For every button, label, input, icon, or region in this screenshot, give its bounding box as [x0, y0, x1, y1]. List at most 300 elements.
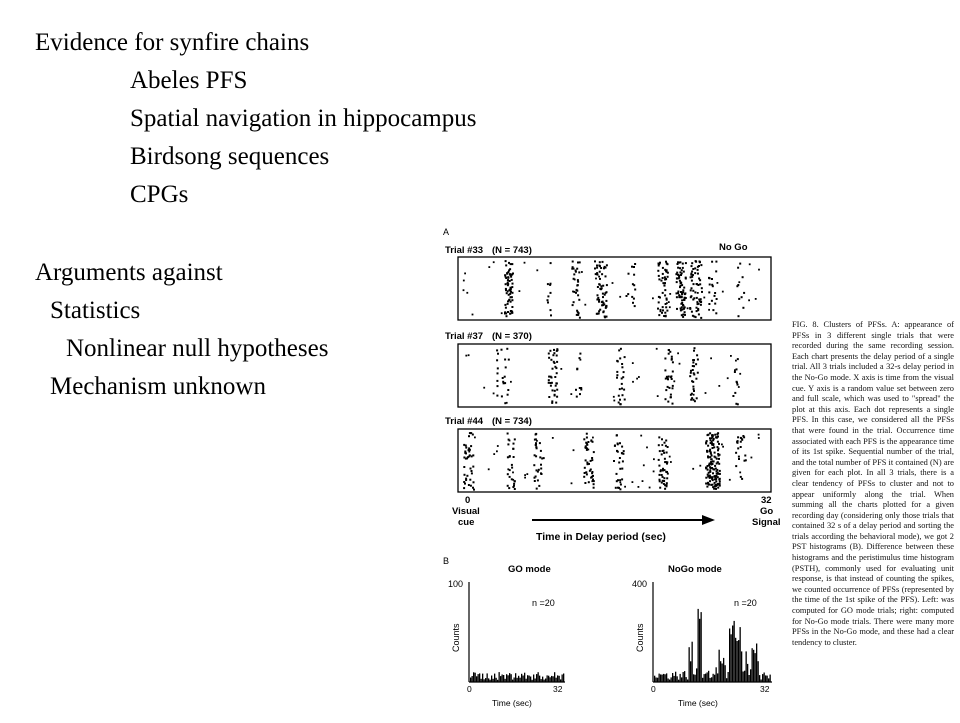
raster-dot	[570, 393, 572, 395]
raster-dot	[501, 312, 503, 314]
raster-dot	[693, 372, 695, 374]
raster-dot	[626, 295, 628, 297]
raster-dot	[665, 306, 667, 308]
hist-1-ymax: 100	[448, 579, 464, 589]
raster-dot	[668, 349, 670, 351]
raster-dot	[555, 402, 557, 404]
raster-dot	[699, 465, 701, 467]
raster-dot	[741, 478, 743, 480]
raster-dot	[662, 450, 664, 452]
raster-dot	[512, 283, 514, 285]
raster-dot	[711, 284, 713, 286]
raster-dot	[509, 440, 511, 442]
raster-dot	[547, 299, 549, 301]
raster-dot	[547, 283, 549, 285]
raster-dot	[619, 296, 621, 298]
hist-bar	[482, 674, 483, 682]
raster-dot	[553, 349, 555, 351]
caption-body: Clusters of PFSs. A: appearance of PFSs in 3 different single trials that were recorded during the same recording session. Each chart presents the delay period of a single trial. All 3 trials included a 32-s delay period in the No-Go mode. X axis is time from the visual cue. Y axis is a random value set between zero and full scale, which was used to "spread" the plot at this axis. Each dot represents a single PFS. In this case, we considered all the PFSs that were found in the trial. Occurrence time associated with each PFS is the appearance time of its 1st spike. Sequential number of the trial, and the total number of PFS it contained (N) are given for each plot. In all 3 trials, there is a clear tendency of PFSs to cluster and not to appear uniformly along the trial. When summing all the charts plotted for a given recording day (considering only those trials that contained 32 s of a delay period and sorting the trials according the behavioral mode), we got 2 PST histograms (B). Difference between these histograms and the peristimulus time histogram (PSTH), commonly used for evaluating unit response, is that instead of counting the spikes, we counted occurrence of PFSs (represented by the time of the 1st spike of the PFS). Left: was computed for GO mode trials; right: computed for No-Go mode trials. There were many more PFSs in the No-Go mode, and these had a clear tendency to cluster.	[792, 320, 954, 647]
raster-dot	[666, 298, 668, 300]
hist-bar	[705, 674, 706, 682]
raster-dot	[665, 261, 667, 263]
raster-dot	[606, 264, 608, 266]
hist-bar	[770, 675, 771, 682]
raster-dot	[695, 378, 697, 380]
raster-dot	[662, 476, 664, 478]
hist-bar	[729, 629, 730, 683]
raster-dot	[692, 386, 694, 388]
raster-dot	[471, 472, 473, 474]
raster-dot	[652, 297, 654, 299]
raster-dot	[613, 400, 615, 402]
raster-dot	[507, 433, 509, 435]
raster-dot	[616, 473, 618, 475]
hist-1-ylabel: Counts	[451, 623, 461, 652]
raster-dot	[548, 357, 550, 359]
raster-dot	[511, 279, 513, 281]
raster-dot	[658, 275, 660, 277]
hist-bar	[764, 673, 765, 683]
raster-dot	[512, 479, 514, 481]
hist-bar	[701, 612, 702, 682]
raster-dot	[511, 467, 513, 469]
raster-dot	[662, 309, 664, 311]
hist-bar	[734, 621, 735, 682]
raster-dot	[540, 450, 542, 452]
raster-dot	[693, 350, 695, 352]
raster-dot	[533, 464, 535, 466]
raster-dot	[638, 376, 640, 378]
raster-dot	[512, 472, 514, 474]
raster-dot	[591, 472, 593, 474]
evidence-item-abeles: Abeles PFS	[130, 67, 248, 94]
raster-dot	[501, 395, 503, 397]
raster-dot	[619, 442, 621, 444]
hist-1-bars	[470, 672, 564, 682]
hist-bar	[545, 679, 546, 683]
hist-bar	[654, 676, 655, 682]
raster-dot	[549, 350, 551, 352]
raster-dot	[658, 314, 660, 316]
raster-dot	[585, 459, 587, 461]
raster-dot	[742, 307, 744, 309]
raster-dot	[681, 299, 683, 301]
raster-dot	[676, 292, 678, 294]
raster-dot	[536, 440, 538, 442]
raster-dot	[659, 487, 661, 489]
raster-dot	[660, 469, 662, 471]
raster-dot	[664, 458, 666, 460]
raster-dot	[554, 362, 556, 364]
raster-dot	[552, 368, 554, 370]
hist-bar	[717, 673, 718, 682]
raster-dot	[547, 295, 549, 297]
raster-dot	[684, 314, 686, 316]
raster-dot	[506, 292, 508, 294]
hist-2-xlabel: Time (sec)	[678, 698, 718, 708]
raster-dot	[705, 477, 707, 479]
raster-dot	[739, 472, 741, 474]
raster-2-dots	[465, 347, 741, 405]
raster-dot	[739, 263, 741, 265]
raster-dot	[672, 385, 674, 387]
hist-bar	[765, 675, 766, 682]
hist-2-ylabel: Counts	[635, 623, 645, 652]
raster-dot	[509, 280, 511, 282]
raster-dot	[717, 282, 719, 284]
raster-dot	[719, 480, 721, 482]
raster-dot	[679, 363, 681, 365]
raster-dot	[469, 479, 471, 481]
raster-dot	[628, 273, 630, 275]
raster-dot	[718, 478, 720, 480]
raster-dot	[511, 296, 513, 298]
raster-dot	[694, 347, 696, 349]
raster-dot	[661, 482, 663, 484]
raster-dot	[660, 310, 662, 312]
raster-dot	[682, 263, 684, 265]
raster-dot	[738, 458, 740, 460]
raster-dot	[676, 277, 678, 279]
raster-dot	[689, 375, 691, 377]
hist-bar	[699, 619, 700, 682]
raster-dot	[708, 472, 710, 474]
raster-dot	[633, 284, 635, 286]
panel-b-label: B	[443, 556, 450, 566]
raster-dot	[466, 292, 468, 294]
hist-bar	[476, 676, 477, 682]
raster-dot	[581, 271, 583, 273]
raster-dot	[573, 273, 575, 275]
hist-1-x1: 32	[553, 684, 563, 694]
raster-dot	[602, 301, 604, 303]
raster-dot	[663, 452, 665, 454]
hist-bar	[505, 679, 506, 682]
raster-dot	[684, 311, 686, 313]
hist-bar	[527, 675, 528, 682]
raster-dot	[599, 261, 601, 263]
raster-dot	[662, 282, 664, 284]
raster-dot	[618, 395, 620, 397]
against-item-statistics: Statistics	[50, 297, 141, 324]
hist-bar	[684, 671, 685, 682]
raster-dot	[667, 473, 669, 475]
raster-dot	[579, 393, 581, 395]
raster-dot	[710, 484, 712, 486]
raster-dot	[468, 451, 470, 453]
raster-dot	[709, 456, 711, 458]
hist-bar	[494, 674, 495, 682]
raster-dot	[508, 294, 510, 296]
hist-bar	[524, 673, 525, 682]
raster-dot	[718, 385, 720, 387]
raster-dot	[664, 442, 666, 444]
hist-bar	[677, 676, 678, 682]
raster-dot	[707, 434, 709, 436]
raster-dot	[621, 446, 623, 448]
raster-dot	[524, 474, 526, 476]
raster-dot	[470, 468, 472, 470]
hist-bar	[731, 634, 732, 682]
raster-dot	[507, 389, 509, 391]
hist-bar	[738, 640, 739, 682]
hist-1-x0: 0	[467, 684, 472, 694]
raster-dot	[593, 451, 595, 453]
raster-dot	[615, 487, 617, 489]
raster-dot	[590, 477, 592, 479]
raster-dot	[692, 468, 694, 470]
raster-dot	[676, 272, 678, 274]
raster-dot	[716, 436, 718, 438]
raster-dot	[700, 301, 702, 303]
raster-dot	[737, 447, 739, 449]
raster-dot	[661, 453, 663, 455]
raster-dot	[572, 261, 574, 263]
raster-dot	[683, 271, 685, 273]
raster-dot	[717, 473, 719, 475]
raster-dot	[465, 458, 467, 460]
raster-dot	[554, 376, 556, 378]
raster-dot	[679, 296, 681, 298]
raster-dot	[665, 440, 667, 442]
raster-dot	[633, 298, 635, 300]
raster-dot	[613, 460, 615, 462]
raster-dot	[694, 291, 696, 293]
raster-dot	[669, 456, 671, 458]
hist-bar	[713, 674, 714, 682]
raster-dot	[507, 394, 509, 396]
raster-dot	[577, 281, 579, 283]
raster-dot	[668, 376, 670, 378]
hist-bar	[722, 664, 723, 683]
raster-dot	[745, 459, 747, 461]
raster-dot	[535, 444, 537, 446]
hist-bar	[702, 678, 703, 682]
raster-dot	[579, 261, 581, 263]
raster-dot	[671, 358, 673, 360]
raster-dot	[588, 463, 590, 465]
raster-dot	[722, 446, 724, 448]
hist-bar	[753, 650, 754, 682]
raster-dot	[605, 275, 607, 277]
raster-dot	[680, 307, 682, 309]
raster-dot	[691, 271, 693, 273]
raster-dot	[493, 261, 495, 263]
raster-dot	[551, 382, 553, 384]
hist-bar	[559, 676, 560, 682]
raster-dot	[692, 381, 694, 383]
raster-dot	[667, 446, 669, 448]
raster-dot	[538, 485, 540, 487]
raster-dot	[493, 393, 495, 395]
raster-dot	[740, 476, 742, 478]
raster-dot	[721, 444, 723, 446]
hist-bar	[759, 675, 760, 682]
against-item-mechanism: Mechanism unknown	[50, 373, 266, 400]
raster-dot	[496, 349, 498, 351]
raster-dot	[667, 401, 669, 403]
raster-dot	[671, 378, 673, 380]
raster-dot	[715, 485, 717, 487]
raster-dot	[710, 439, 712, 441]
raster-dot	[524, 477, 526, 479]
raster-dot	[685, 278, 687, 280]
raster-dot	[505, 264, 507, 266]
raster-dot	[684, 293, 686, 295]
raster-dot	[468, 456, 470, 458]
raster-dot	[697, 266, 699, 268]
raster-dot	[738, 456, 740, 458]
raster-dot	[488, 266, 490, 268]
raster-dot	[691, 397, 693, 399]
raster-dot	[536, 447, 538, 449]
raster-dot	[600, 285, 602, 287]
raster-dot	[715, 270, 717, 272]
raster-dot	[624, 356, 626, 358]
raster-dot	[506, 273, 508, 275]
raster-dot	[707, 456, 709, 458]
hist-bar	[683, 672, 684, 682]
raster-dot	[740, 446, 742, 448]
raster-dot	[691, 265, 693, 267]
raster-dot	[738, 386, 740, 388]
raster-dot	[692, 315, 694, 317]
raster-dot	[470, 432, 472, 434]
raster-dot	[662, 470, 664, 472]
raster-dot	[634, 263, 636, 265]
raster-dot	[727, 377, 729, 379]
raster-dot	[719, 470, 721, 472]
raster-dot	[536, 469, 538, 471]
raster-dot	[541, 458, 543, 460]
hist-bar	[500, 676, 501, 682]
hist-bar	[487, 673, 488, 682]
raster-dot	[691, 276, 693, 278]
hist-bar	[554, 672, 555, 682]
raster-1-mode: No Go	[719, 242, 748, 253]
hist-bar	[746, 651, 747, 682]
raster-dot	[738, 315, 740, 317]
hist-bar	[680, 674, 681, 682]
hist-bar	[503, 675, 504, 682]
raster-dot	[468, 484, 470, 486]
raster-dot	[599, 288, 601, 290]
visual-cue-line2: cue	[458, 517, 475, 528]
raster-dot	[755, 298, 757, 300]
raster-dot	[593, 483, 595, 485]
raster-dot	[697, 273, 699, 275]
hist-bar	[550, 677, 551, 682]
raster-dot	[709, 277, 711, 279]
raster-dot	[576, 314, 578, 316]
raster-dot	[699, 283, 701, 285]
raster-dot	[573, 268, 575, 270]
raster-dot	[718, 483, 720, 485]
raster-dot	[693, 388, 695, 390]
raster-dot	[619, 399, 621, 401]
raster-dot	[473, 481, 475, 483]
raster-dot	[710, 451, 712, 453]
raster-dot	[603, 267, 605, 269]
raster-dot	[693, 283, 695, 285]
raster-dot	[597, 294, 599, 296]
raster-dot	[509, 288, 511, 290]
raster-dot	[653, 471, 655, 473]
hist-bar	[532, 680, 533, 682]
raster-dot	[667, 276, 669, 278]
hist-bar	[707, 672, 708, 682]
raster-dot	[470, 445, 472, 447]
raster-dot	[739, 373, 741, 375]
hist-bar	[674, 676, 675, 682]
raster-dot	[616, 371, 618, 373]
hist-bar	[556, 678, 557, 682]
raster-dot	[700, 304, 702, 306]
raster-dot	[714, 465, 716, 467]
raster-dot	[612, 282, 614, 284]
raster-dot	[575, 389, 577, 391]
raster-dot	[601, 304, 603, 306]
hist-bar	[714, 675, 715, 682]
raster-dot	[693, 297, 695, 299]
hist-bar	[698, 609, 699, 682]
raster-dot	[618, 462, 620, 464]
raster-dot	[758, 269, 760, 271]
raster-dot	[493, 453, 495, 455]
hist-bar	[693, 674, 694, 682]
raster-dot	[505, 283, 507, 285]
hist-bar	[562, 675, 563, 683]
hist-bar	[656, 678, 657, 683]
go-signal-line1: Go	[760, 506, 774, 517]
raster-dot	[712, 486, 714, 488]
hist-bar	[708, 671, 709, 682]
raster-dot	[505, 307, 507, 309]
raster-dot	[734, 371, 736, 373]
raster-dot	[507, 485, 509, 487]
raster-dot	[692, 274, 694, 276]
hist-bar	[517, 678, 518, 682]
raster-dot	[506, 315, 508, 317]
raster-dot	[619, 468, 621, 470]
raster-dot	[662, 273, 664, 275]
raster-dot	[632, 362, 634, 364]
raster-dot	[464, 451, 466, 453]
raster-dot	[623, 450, 625, 452]
raster-dot	[683, 305, 685, 307]
hist-bar	[509, 673, 510, 682]
raster-dot	[572, 304, 574, 306]
raster-dot	[507, 303, 509, 305]
raster-dot	[706, 450, 708, 452]
hist-bar	[491, 676, 492, 683]
raster-dot	[620, 348, 622, 350]
raster-dot	[737, 403, 739, 405]
raster-dot	[714, 295, 716, 297]
raster-dot	[550, 292, 552, 294]
raster-dot	[658, 459, 660, 461]
raster-dot	[657, 270, 659, 272]
raster-dot	[689, 307, 691, 309]
raster-dot	[548, 382, 550, 384]
raster-dot	[713, 446, 715, 448]
hist-bar	[747, 664, 748, 682]
hist-bar	[687, 680, 688, 683]
raster-dot	[619, 403, 621, 405]
raster-dot	[700, 264, 702, 266]
raster-dot	[537, 479, 539, 481]
raster-dot	[556, 372, 558, 374]
